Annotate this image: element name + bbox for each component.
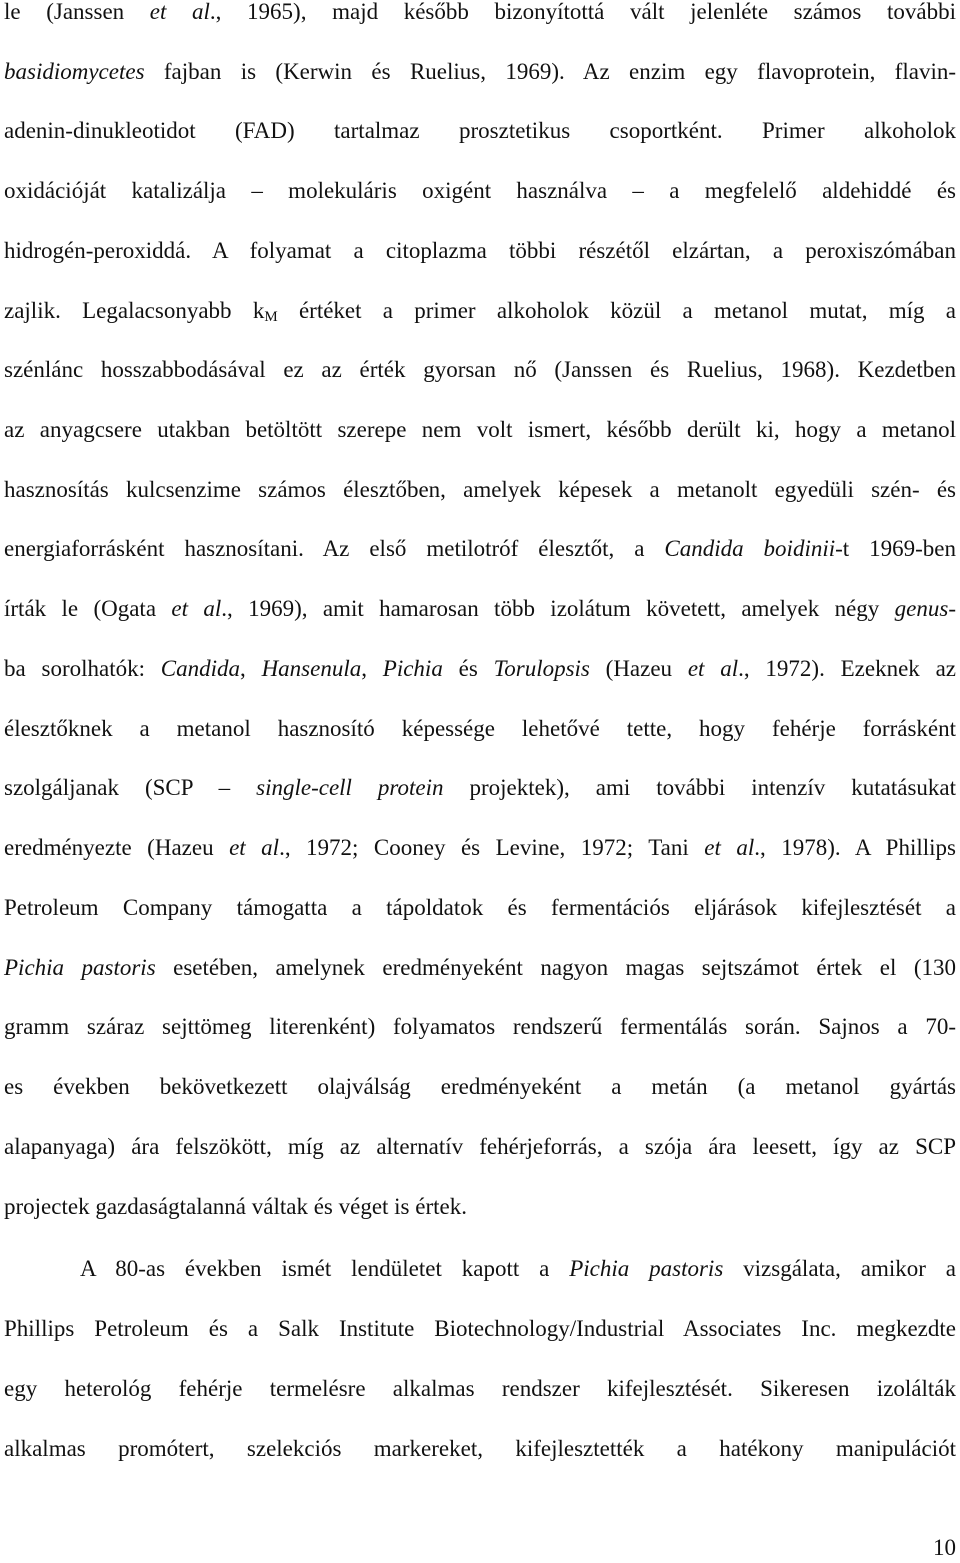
text-run: energiaforrásként hasznosítani. Az első metilotróf élesztőt, a	[4, 536, 665, 561]
text-line	[4, 534, 956, 564]
text-line	[4, 116, 956, 146]
text-run: szénlánc hosszabbodásával ez az érték gyorsan nő (Janssen és Ruelius, 1968). Kezdetben	[4, 357, 956, 382]
italic-text: Hansenula	[261, 656, 362, 681]
text-run: ., 1978). A Phillips	[754, 835, 956, 860]
text-line	[4, 1012, 956, 1042]
text-line	[4, 1132, 956, 1162]
text-run: Phillips Petroleum és a Salk Institute Biotechnology/Industrial Associates Inc. megkezdte	[4, 1316, 956, 1341]
text-line	[4, 475, 956, 505]
text-line	[4, 654, 956, 684]
text-run: alkalmas promótert, szelekciós markereket, kifejlesztették a hatékony manipulációt	[4, 1436, 956, 1461]
text-run: élesztőknek a metanol hasznosító képessége lehetővé tette, hogy fehérje forrásként	[4, 716, 956, 741]
text-run: (Hazeu	[589, 656, 688, 681]
text-run: egy heterológ fehérje termelésre alkalmas rendszer kifejlesztését. Sikeresen izolálták	[4, 1376, 956, 1401]
text-run: értéket a primer alkoholok közül a metanol mutat, míg a	[277, 298, 956, 323]
text-run: Petroleum Company támogatta a tápoldatok és fermentációs eljárások kifejlesztését a	[4, 895, 956, 920]
text-line	[4, 57, 956, 87]
italic-text: Pichia pastoris	[569, 1256, 724, 1281]
text-line	[4, 1314, 956, 1344]
text-line	[4, 415, 956, 445]
text-run: fajban is (Kerwin és Ruelius, 1969). Az enzim egy flavoprotein, flavin-	[144, 59, 956, 84]
italic-text: single-cell protein	[256, 775, 444, 800]
text-run: ., 1965), majd később bizonyítottá vált jelenléte számos további	[209, 0, 956, 24]
text-line	[4, 296, 956, 326]
text-run: hasznosítás kulcsenzime számos élesztőben, amelyek képesek a metanolt egyedüli szén- és	[4, 477, 956, 502]
text-run: szolgáljanak (SCP –	[4, 775, 257, 800]
italic-text: basidiomycetes	[4, 59, 145, 84]
text-line	[4, 1072, 956, 1102]
page-number: 10	[933, 1535, 956, 1560]
text-run: az anyagcsere utakban betöltött szerepe nem volt ismert, később derült ki, hogy a metanol	[4, 417, 956, 442]
text-line	[4, 953, 956, 983]
text-run: -	[948, 596, 956, 621]
text-run: adenin-dinukleotidot (FAD) tartalmaz prosztetikus csoportként. Primer alkoholok	[4, 118, 956, 143]
text-run: ba sorolhatók:	[4, 656, 161, 681]
italic-text: Candida	[160, 656, 241, 681]
text-run: vizsgálata, amikor a	[723, 1256, 957, 1281]
italic-text: Candida boidinii	[664, 536, 836, 561]
italic-text: Pichia	[382, 656, 443, 681]
italic-text: et al	[149, 0, 210, 24]
text-run: és	[442, 656, 494, 681]
text-run: ., 1972). Ezeknek az	[738, 656, 956, 681]
italic-text: Pichia pastoris	[4, 955, 156, 980]
italic-text: et al	[229, 835, 280, 860]
italic-text: et al	[687, 656, 739, 681]
text-run: ., 1969), amit hamarosan több izolátum követett, amelyek négy	[221, 596, 895, 621]
italic-text: et al	[171, 596, 222, 621]
text-line	[4, 594, 956, 624]
text-line	[4, 1434, 956, 1464]
text-run: eredményezte (Hazeu	[4, 835, 230, 860]
text-run: le (Janssen	[4, 0, 150, 24]
text-line	[4, 176, 956, 206]
text-run: oxidációját katalizálja – molekuláris oxigént használva – a megfelelő aldehiddé és	[4, 178, 956, 203]
text-line	[4, 714, 956, 744]
italic-text: genus	[894, 596, 949, 621]
text-run: es években bekövetkezett olajválság eredményeként a metán (a metanol gyártás	[4, 1074, 956, 1099]
text-run: alapanyaga) ára felszökött, míg az alternatív fehérjeforrás, a szója ára leesett, így az SCP	[4, 1134, 956, 1159]
text-line	[4, 355, 956, 385]
text-run: projectek gazdaságtalanná váltak és véget is értek.	[4, 1194, 467, 1219]
subscript-text: M	[264, 309, 278, 325]
text-run: ,	[361, 656, 383, 681]
text-run: A 80-as években ismét lendületet kapott a	[80, 1256, 570, 1281]
text-run: -t 1969-ben	[835, 536, 956, 561]
text-line	[4, 893, 956, 923]
italic-text: Torulopsis	[493, 656, 590, 681]
text-run: hidrogén-peroxiddá. A folyamat a citoplazma többi részétől elzártan, a peroxiszómában	[4, 238, 956, 263]
text-line	[4, 773, 956, 803]
text-run: írták le (Ogata	[4, 596, 172, 621]
text-line	[4, 236, 956, 266]
text-line	[4, 1374, 956, 1404]
text-line	[4, 0, 956, 27]
text-run: projektek), ami további intenzív kutatásukat	[443, 775, 957, 800]
text-line	[4, 833, 956, 863]
text-run: zajlik. Legalacsonyabb k	[4, 298, 265, 323]
italic-text: et al	[704, 835, 755, 860]
text-run: ., 1972; Cooney és Levine, 1972; Tani	[279, 835, 705, 860]
text-line	[4, 1192, 956, 1222]
text-run: esetében, amelynek eredményeként nagyon magas sejtszámot értek el (130	[155, 955, 957, 980]
text-run: ,	[240, 656, 262, 681]
text-run: gramm száraz sejttömeg literenként) folyamatos rendszerű fermentálás során. Sajnos a 70-	[4, 1014, 956, 1039]
text-line	[4, 1254, 956, 1284]
